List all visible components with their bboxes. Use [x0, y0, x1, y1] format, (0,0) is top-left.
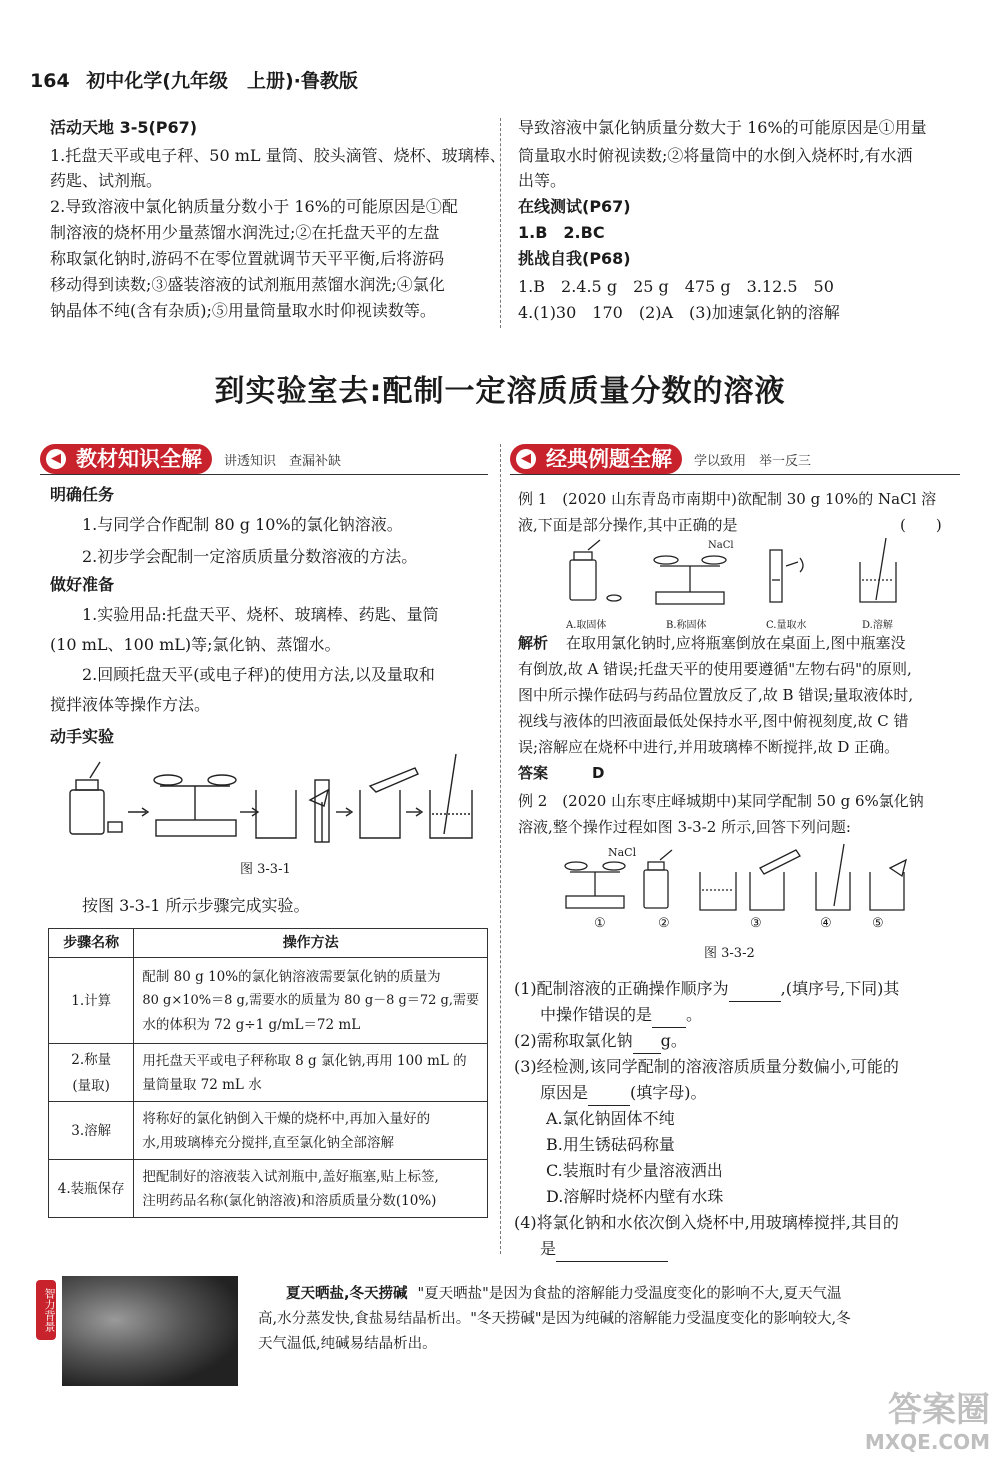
challenge-answers-2: 4.(1)30 170 (2)A (3)加速氯化钠的溶解: [518, 303, 840, 322]
right-tag-rule: [510, 474, 960, 475]
method-line: 水,用玻璃棒充分搅拌,直至氯化钠全部溶解: [142, 1134, 394, 1151]
salt-harvest-photo: [62, 1276, 238, 1386]
figure-3-3-2: [560, 842, 920, 918]
nacl-label: NaCl: [708, 540, 734, 551]
question-4-text: 是: [540, 1239, 557, 1258]
question-1-text-b: ,(填序号,下同)其: [780, 979, 900, 998]
table-header-step: 步骤名称: [49, 929, 134, 958]
example-1-answer-paren: ( ): [900, 516, 942, 534]
textbook-knowledge-tag: [40, 444, 341, 474]
answer-blank[interactable]: [556, 1243, 668, 1262]
background-line-1: [286, 1281, 841, 1307]
activity-line-4: 制溶液的烧杯用少量蒸馏水润洗过;②在托盘天平的左盘: [50, 223, 440, 242]
activity-line-6: 移动得到读数;③盛装溶液的试剂瓶用蒸馏水润洗;④氯化: [50, 275, 445, 294]
answer-value: D: [592, 764, 605, 782]
side-tag-label: 智力背景: [43, 1288, 56, 1332]
left-tag-rule: [40, 474, 488, 475]
activity-line-1: 1.托盘天平或电子秤、50 mL 量筒、胶头滴管、烧杯、玻璃棒、: [50, 146, 506, 165]
figure-3-3-1: [60, 750, 490, 850]
option-d: D.溶解时烧杯内壁有水珠: [546, 1187, 724, 1206]
table-row: [49, 958, 488, 1044]
question-4-line-1: (4)将氯化钠和水依次倒入烧杯中,用玻璃棒搅拌,其目的: [514, 1213, 899, 1232]
method-line: 80 g×10%＝8 g,需要水的质量为 80 g－8 g＝72 g,需要: [142, 992, 479, 1008]
table-row: [49, 1160, 488, 1218]
method-line: 量筒量取 72 mL 水: [142, 1076, 262, 1093]
question-2-unit: g。: [660, 1031, 687, 1050]
example-2-line-2: 溶液,整个操作过程如图 3-3-2 所示,回答下列问题:: [518, 818, 851, 836]
megaphone-icon: ◀: [516, 449, 536, 469]
figure-3-3-2-caption: 图 3-3-2: [704, 946, 755, 961]
activity-line-2: 药匙、试剂瓶。: [50, 171, 163, 190]
analysis-label: 解析: [518, 634, 549, 652]
nacl-label: NaCl: [608, 846, 637, 859]
background-line-2: 高,水分蒸发快,食盐易结晶析出。"冬天捞碱"是因为纯碱的溶解能力受温度变化的影响较大,冬: [258, 1311, 851, 1327]
prep-line-2: (10 mL、100 mL)等;氯化钠、蒸馏水。: [50, 635, 341, 654]
task-heading: 明确任务: [50, 485, 115, 504]
question-3-line-2: [540, 1080, 707, 1106]
experiment-heading: 动手实验: [50, 727, 115, 746]
watermark: [800, 1390, 990, 1454]
ex1-label-c: C.量取水: [766, 620, 807, 631]
example-1-line-2: 液,下面是部分操作,其中正确的是: [518, 516, 738, 534]
answer-blank[interactable]: [652, 1009, 686, 1028]
method-line: 把配制好的溶液装入试剂瓶中,盖好瓶塞,贴上标签,: [142, 1168, 439, 1185]
question-1-line-1: [514, 976, 899, 1002]
activity-heading: 活动天地 3-5(P67): [50, 118, 198, 137]
table-row: [49, 1044, 488, 1102]
example-1-line-1: [518, 486, 936, 512]
online-test-heading: 在线测试(P67): [518, 197, 631, 216]
question-1-text: (1)配制溶液的正确操作顺序为: [514, 979, 729, 998]
question-1-text-d: 。: [686, 1005, 703, 1024]
ex1-label-b: B.称固体: [666, 620, 707, 631]
side-tag: [36, 1280, 56, 1340]
steps-table: [48, 928, 488, 1218]
prep-line-4: 搅拌液体等操作方法。: [50, 695, 211, 714]
page-header: [30, 66, 358, 93]
answer-blank[interactable]: [588, 1087, 630, 1106]
example-2-line-1: 例 2 (2020 山东枣庄峄城期中)某同学配制 50 g 6%氯化钠: [518, 792, 924, 810]
fig2-number-1: ①: [594, 916, 606, 931]
section-title: 到实验室去:配制一定溶质质量分数的溶液: [214, 374, 786, 409]
step-method: [134, 1044, 488, 1102]
step-name: 2.称量 (量取): [49, 1044, 134, 1102]
method-line: 配制 80 g 10%的氯化钠溶液需要氯化钠的质量为: [142, 968, 441, 985]
challenge-heading: 挑战自我(P68): [518, 249, 631, 268]
example-1-figure: [560, 536, 920, 618]
column-divider-main: [500, 444, 501, 1254]
tag-label: 教材知识全解: [76, 447, 202, 471]
online-test-answers: 1.B 2.BC: [518, 223, 605, 242]
table-row: [49, 1102, 488, 1160]
step-method: [134, 1102, 488, 1160]
classic-examples-tag: [510, 444, 811, 474]
question-1-text-c: 中操作错误的是: [540, 1005, 653, 1024]
method-line: 用托盘天平或电子秤称取 8 g 氯化钠,再用 100 mL 的: [142, 1052, 467, 1069]
method-line: 注明药品名称(氯化钠溶液)和溶质质量分数(10%): [142, 1192, 437, 1209]
analysis-line-3: 图中所示操作砝码与药品位置放反了,故 B 错误;量取液体时,: [518, 686, 914, 704]
fig2-number-3: ③: [750, 916, 762, 931]
method-line: 水的体积为 72 g÷1 g/mL＝72 mL: [142, 1016, 361, 1033]
ex1-label-a: A.取固体: [566, 620, 607, 631]
prep-heading: 做好准备: [50, 575, 115, 594]
method-line: 将称好的氯化钠倒入干燥的烧杯中,再加入量好的: [142, 1110, 431, 1127]
watermark-logo-text: 答案圈: [888, 1390, 990, 1430]
step-method: [134, 958, 488, 1044]
example-1-text: 例 1 (2020 山东青岛市南期中)欲配制 30 g 10%的 NaCl 溶: [518, 490, 937, 508]
option-a: A.氯化钠固体不纯: [546, 1109, 675, 1128]
reason-line-1: 导致溶液中氯化钠质量分数大于 16%的可能原因是①用量: [518, 118, 927, 137]
fig2-number-4: ④: [820, 916, 832, 931]
prep-line-3: 2.回顾托盘天平(或电子秤)的使用方法,以及量取和: [82, 665, 435, 684]
task-line-2: 2.初步学会配制一定溶质质量分数溶液的方法。: [82, 547, 418, 566]
tag-subtitle: 讲透知识 查漏补缺: [224, 453, 342, 469]
analysis-line-1: 在取用氯化钠时,应将瓶塞倒放在桌面上,图中瓶塞没: [566, 634, 906, 652]
question-1-line-2: [540, 1002, 702, 1028]
step-method: [134, 1160, 488, 1218]
ex1-label-d: D.溶解: [862, 620, 893, 631]
challenge-answers-1: 1.B 2.4.5 g 25 g 475 g 3.12.5 50: [518, 277, 834, 296]
option-c: C.装瓶时有少量溶液洒出: [546, 1161, 723, 1180]
table-header-method: 操作方法: [134, 929, 488, 958]
table-header-row: [49, 929, 488, 958]
answer-blank[interactable]: [633, 1035, 661, 1054]
step-name: 1.计算: [49, 958, 134, 1044]
reason-line-2: 筒量取水时俯视读数;②将量筒中的水倒入烧杯时,有水洒: [518, 146, 913, 165]
step-name: 4.装瓶保存: [49, 1160, 134, 1218]
column-divider-top: [500, 118, 501, 328]
activity-line-5: 称取氯化钠时,游码不在零位置就调节天平平衡,后将游码: [50, 249, 445, 268]
option-b: B.用生锈砝码称量: [546, 1135, 675, 1154]
tag-subtitle: 学以致用 举一反三: [694, 453, 812, 469]
answer-blank[interactable]: [729, 983, 781, 1002]
figure-3-3-1-caption: 图 3-3-1: [240, 862, 291, 877]
question-3-text-b: (填字母)。: [630, 1083, 707, 1102]
fig2-number-2: ②: [658, 916, 670, 931]
background-text-1: "夏天晒盐"是因为食盐的溶解能力受温度变化的影响不大,夏天气温: [417, 1286, 842, 1302]
activity-line-3: 2.导致溶液中氯化钠质量分数小于 16%的可能原因是①配: [50, 197, 458, 216]
tag-label: 经典例题全解: [546, 447, 672, 471]
prep-line-1: 1.实验用品:托盘天平、烧杯、玻璃棒、药匙、量筒: [82, 605, 439, 624]
background-title: 夏天晒盐,冬天捞碱: [286, 1286, 408, 1302]
watermark-url: MXQE.COM: [864, 1430, 990, 1454]
analysis-line-2: 有倒放,故 A 错误;托盘天平的使用要遵循"左物右码"的原则,: [518, 660, 912, 678]
question-2: [514, 1028, 687, 1054]
reason-line-3: 出等。: [518, 171, 567, 190]
task-line-1: 1.与同学合作配制 80 g 10%的氯化钠溶液。: [82, 515, 403, 534]
question-3-text: 原因是: [540, 1083, 589, 1102]
answer-label: 答案: [518, 764, 549, 782]
analysis-line-5: 误;溶解应在烧杯中进行,并用玻璃棒不断搅拌,故 D 正确。: [518, 738, 900, 756]
figure-instruction: 按图 3-3-1 所示步骤完成实验。: [82, 896, 310, 915]
activity-line-7: 钠晶体不纯(含有杂质);⑤用量筒量取水时仰视读数等。: [50, 301, 436, 320]
background-line-3: 天气温低,纯碱易结晶析出。: [258, 1336, 437, 1352]
question-2-text: (2)需称取氯化钠: [514, 1031, 633, 1050]
page-number: 164: [30, 70, 70, 92]
fig2-number-5: ⑤: [872, 916, 884, 931]
step-name: 3.溶解: [49, 1102, 134, 1160]
megaphone-icon: ◀: [46, 449, 66, 469]
book-title: 初中化学(九年级 上册)·鲁教版: [86, 70, 358, 92]
question-4-line-2: [540, 1236, 668, 1262]
question-3-line-1: (3)经检测,该同学配制的溶液溶质质量分数偏小,可能的: [514, 1057, 899, 1076]
analysis-line-4: 视线与液体的凹液面最低处保持水平,图中俯视刻度,故 C 错: [518, 712, 909, 730]
